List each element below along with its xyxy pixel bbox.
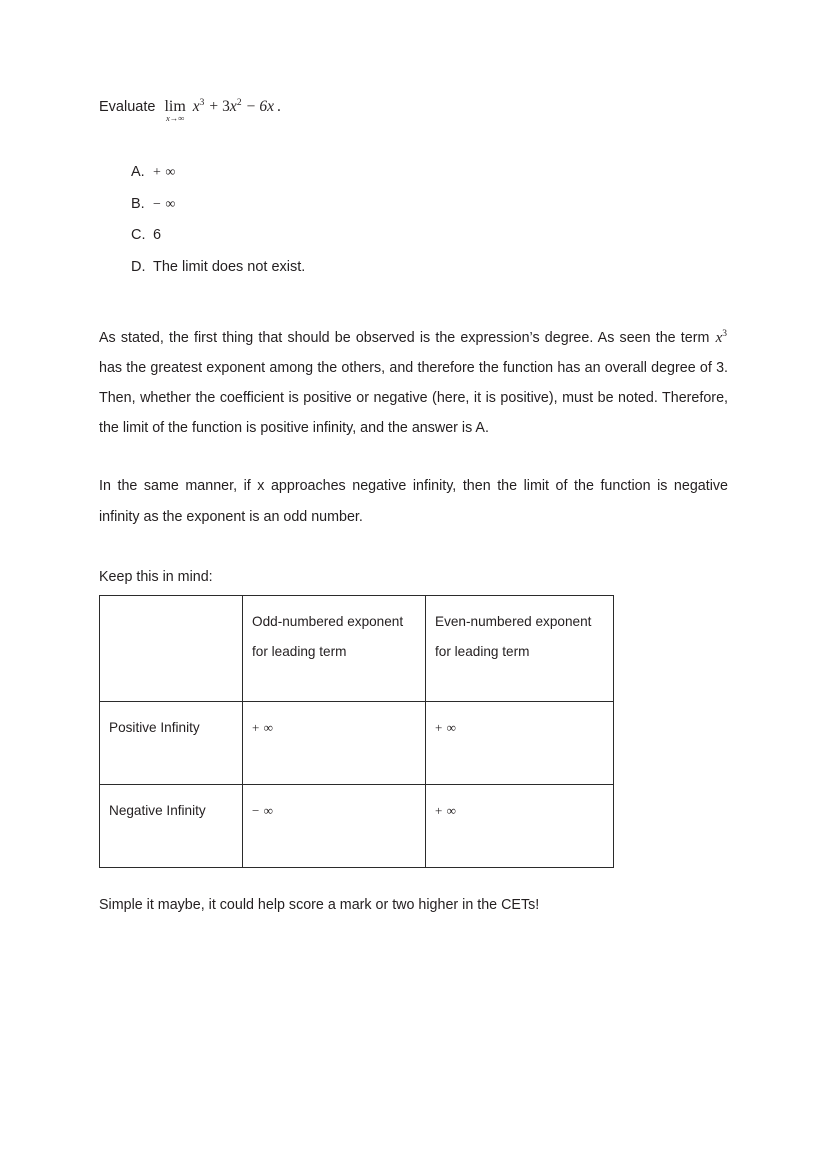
- option-letter: B.: [131, 195, 145, 212]
- table-row: [100, 701, 614, 784]
- expr-term2-base: x: [229, 98, 237, 115]
- expr-term2-exponent: 2: [236, 97, 242, 108]
- question-line: [99, 96, 728, 123]
- explanation-paragraph-2: In the same manner, if x approaches negative infinity, then the limit of the function is negative infinity as the exponent is an odd number.: [99, 478, 728, 525]
- table-row-label-negative-infinity: Negative Infinity: [100, 784, 243, 867]
- limits-summary-table: [99, 595, 614, 868]
- keep-in-mind-label: Keep this in mind:: [99, 568, 213, 585]
- expr-term1-exponent: 3: [199, 97, 205, 108]
- inline-math-exponent: 3: [722, 328, 727, 339]
- expr-term3: 6x: [259, 98, 274, 115]
- table-header-cell-empty: [100, 595, 243, 701]
- option-value: 6: [153, 227, 162, 243]
- table-header-cell-odd-exponent: Odd-numbered exponent for leading term: [243, 595, 426, 701]
- option-letter: C.: [131, 227, 146, 243]
- option-value: − ∞: [153, 196, 176, 212]
- paragraph-1-text-part-2: has the greatest exponent among the others, and therefore the function has an overall degree of 3. Then, whether the coefficient is positive or negative (here, it is positive), must be noted. Therefore, the limit of the function is positive infinity, and the answer is A.: [99, 359, 728, 437]
- limit-notation: [164, 98, 186, 123]
- answer-options-list: [99, 164, 728, 276]
- table-cell-negative-odd: − ∞: [252, 802, 274, 818]
- expr-minus-sign: −: [246, 98, 256, 115]
- question-expression: [193, 98, 274, 115]
- question-prompt-label: Evaluate: [99, 99, 156, 115]
- expr-plus-sign: +: [209, 98, 219, 115]
- option-letter: A.: [131, 164, 145, 180]
- expr-term2-coefficient: 3: [222, 98, 230, 115]
- expr-term1-base: x: [192, 98, 200, 115]
- option-value: The limit does not exist.: [153, 258, 306, 275]
- table-cell-negative-even: + ∞: [435, 802, 457, 818]
- option-value: + ∞: [153, 165, 176, 180]
- document-content: [99, 96, 728, 915]
- inline-math-base: x: [715, 329, 723, 346]
- paragraph-1-inline-math: [715, 330, 728, 346]
- explanation-paragraph-1: [99, 323, 728, 444]
- answer-option-c[interactable]: [131, 227, 728, 244]
- limit-operator: lim: [164, 98, 186, 115]
- table-header-row: [100, 595, 614, 701]
- option-letter: D.: [131, 258, 146, 275]
- limit-subscript: x→∞: [165, 113, 185, 123]
- table-header-cell-even-exponent: Even-numbered exponent for leading term: [426, 595, 614, 701]
- table-cell-positive-odd: + ∞: [252, 719, 274, 735]
- answer-option-a[interactable]: [131, 164, 728, 181]
- table-row-label-positive-infinity: Positive Infinity: [100, 701, 243, 784]
- table-cell-positive-even: + ∞: [435, 719, 457, 735]
- question-period: .: [276, 98, 281, 115]
- answer-option-d[interactable]: [131, 259, 728, 276]
- table-row: [100, 784, 614, 867]
- paragraph-1-text-part-1: As stated, the first thing that should be observed is the expression’s degree. As seen the term: [99, 329, 715, 346]
- answer-option-b[interactable]: [131, 196, 728, 213]
- closing-remark: Simple it maybe, it could help score a mark or two higher in the CETs!: [99, 896, 540, 913]
